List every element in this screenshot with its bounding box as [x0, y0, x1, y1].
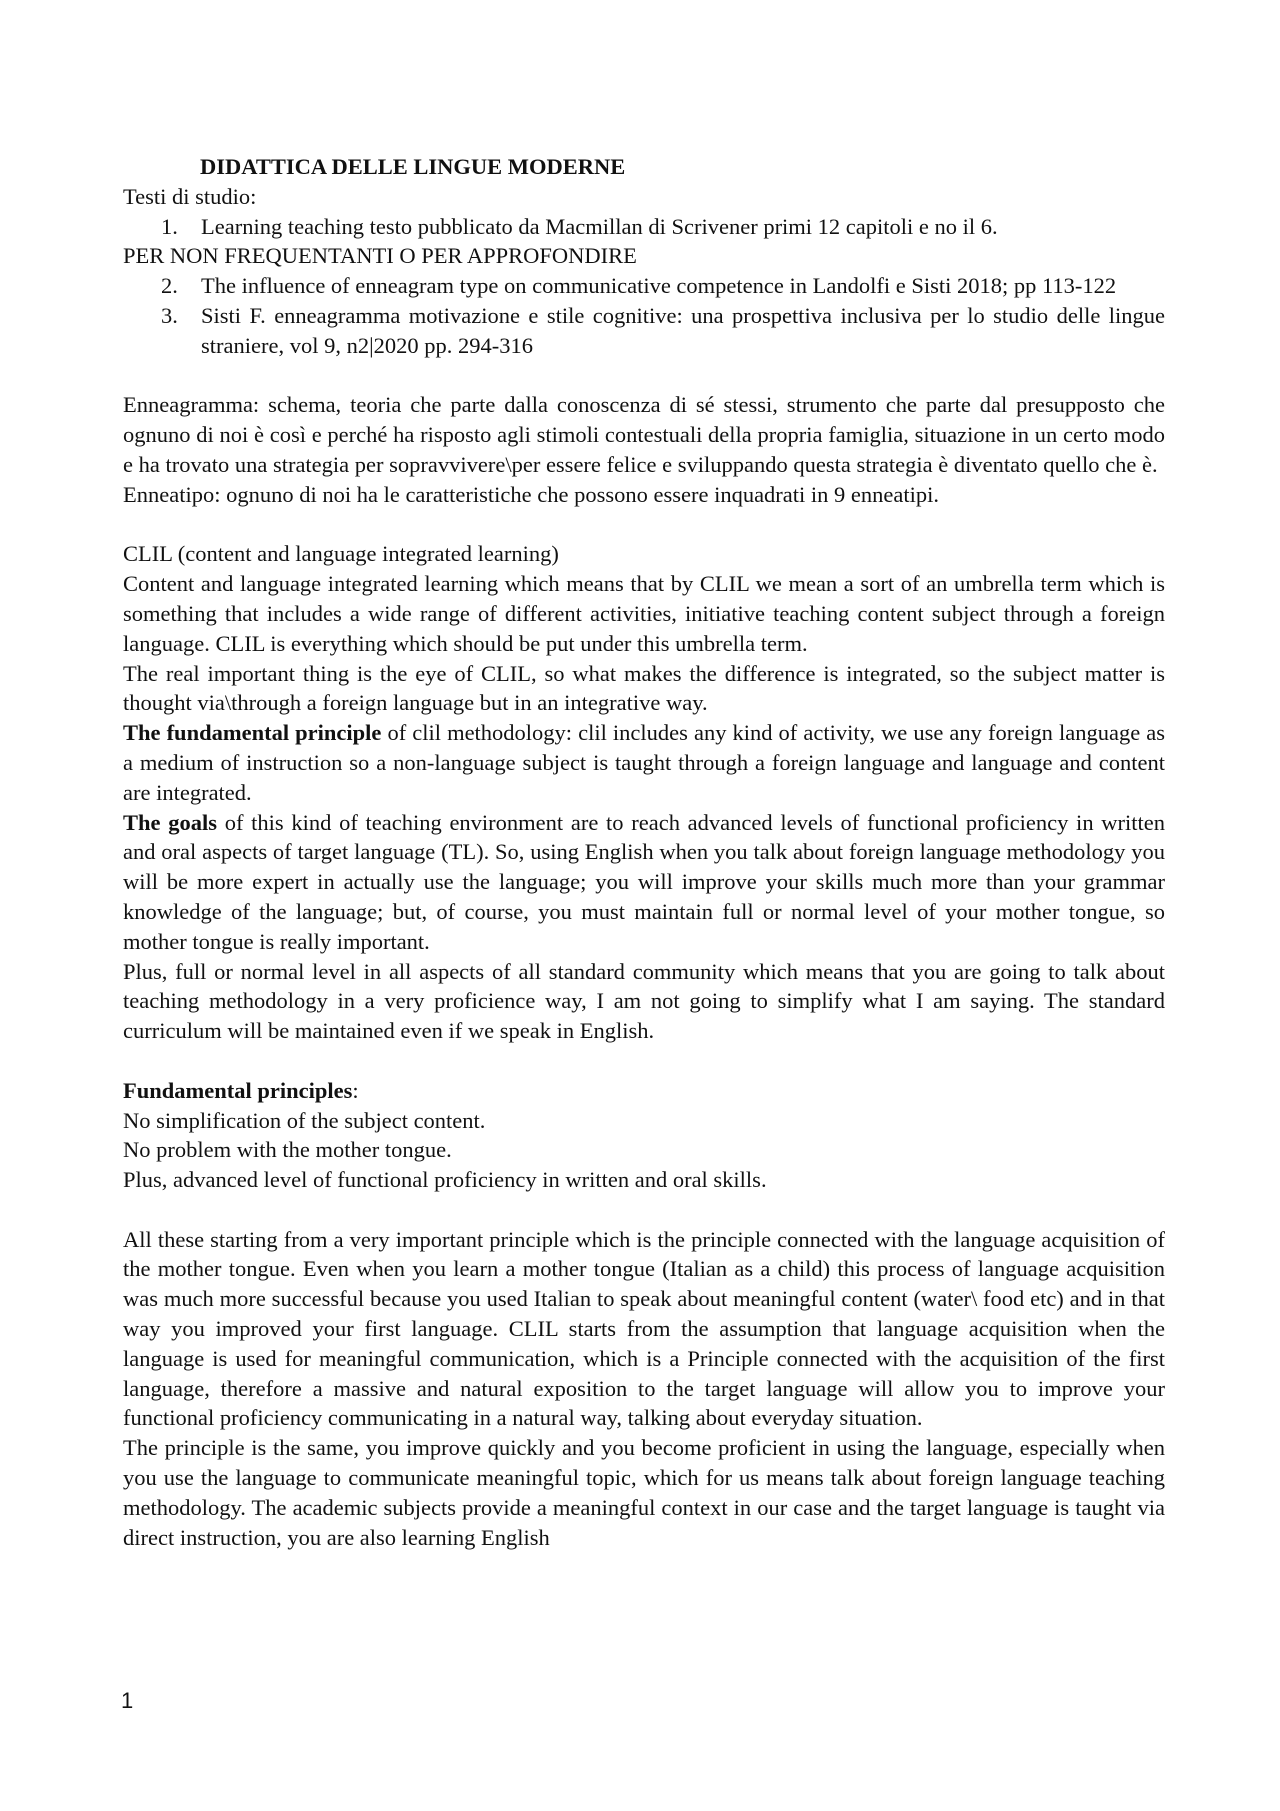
clil-paragraph-1: Content and language integrated learning which means that by CLIL we mean a sort of an umbrella term which is something that includes a wide range of different activities, initiative teaching content subject through a foreign language. CLIL is everything which should be put under this umbrella term.	[123, 571, 1165, 656]
extra-texts-list	[123, 271, 1165, 360]
plus-paragraph: Plus, full or normal level in all aspects of all standard community which means that you are going to talk about teaching methodology in a very proficience way, I am not going to simplify what I am saying. The standard curriculum will be maintained even if we speak in English.	[123, 958, 1165, 1044]
document-page	[123, 152, 1165, 1552]
list-text: The influence of enneagram type on communicative competence in Landolfi e Sisti 2018; pp 113-122	[201, 273, 1117, 299]
list-item	[123, 271, 1165, 301]
heading-colon: :	[352, 1077, 359, 1103]
spacer	[123, 361, 1165, 391]
fundamental-principle-text: of clil methodology: clil includes any kind of activity, we use any foreign language as a medium of instruction so a non-language subject is taught through a foreign language and language and content are integrated.	[123, 720, 1165, 805]
principle-same-paragraph: The principle is the same, you improve quickly and you become proficient in using the language, especially when you use the language to communicate meaningful topic, which for us means talk about foreign language teaching methodology. The academic subjects provide a meaningful context in our case and the target language is taught via direct instruction, you are also learning English	[123, 1435, 1165, 1550]
enneatipo-paragraph: Enneatipo: ognuno di noi ha le caratteristiche che possono essere inquadrati in 9 enneatipi.	[123, 481, 939, 507]
principle-item: Plus, advanced level of functional proficiency in written and oral skills.	[123, 1167, 767, 1193]
study-texts-label: Testi di studio:	[123, 183, 257, 209]
principle-item: No simplification of the subject content.	[123, 1107, 486, 1133]
list-number: 2.	[161, 273, 178, 299]
non-attending-heading: PER NON FREQUENTANTI O PER APPROFONDIRE	[123, 243, 637, 269]
enneagramma-paragraph: Enneagramma: schema, teoria che parte dalla conoscenza di sé stessi, strumento che parte dal presupposto che ognuno di noi è così e perché ha risposto agli stimoli contestuali della propria famiglia, situazione in un certo modo e ha trovato una strategia per sopravvivere\per essere felice e sviluppando questa strategia è diventato quello che è.	[123, 392, 1165, 477]
principle-item: No problem with the mother tongue.	[123, 1137, 452, 1163]
all-these-paragraph: All these starting from a very important principle which is the principle connected with the language acquisition of the mother tongue. Even when you learn a mother tongue (Italian as a child) this process of language acquisition was much more successful because you used Italian to speak about meaningful content (water\ food etc) and in that way you improved your first language. CLIL starts from the assumption that language acquisition when the language is used for meaningful communication, which is a Principle connected with the acquisition of the first language, therefore a massive and natural exposition to the target language will allow you to improve your functional proficiency communicating in a natural way, talking about everyday situation.	[123, 1226, 1165, 1431]
list-item	[123, 212, 1165, 242]
goals-paragraph	[123, 808, 1165, 957]
study-texts-list	[123, 212, 1165, 242]
list-number: 3.	[161, 302, 178, 328]
page-number: 1	[121, 1688, 134, 1713]
list-item	[123, 301, 1165, 361]
fundamental-principles-heading	[123, 1076, 1165, 1106]
spacer	[123, 510, 1165, 540]
list-text: Learning teaching testo pubblicato da Macmillan di Scrivener primi 12 capitoli e no il 6.	[201, 213, 998, 239]
spacer	[123, 1195, 1165, 1225]
fundamental-principle-paragraph	[123, 718, 1165, 807]
document-title: DIDATTICA DELLE LINGUE MODERNE	[200, 154, 626, 179]
spacer	[123, 1046, 1165, 1076]
list-text: Sisti F. enneagramma motivazione e stile cognitive: una prospettiva inclusiva per lo studio delle lingue straniere, vol 9, n2|2020 pp. 294-316	[201, 302, 1165, 358]
clil-heading: CLIL (content and language integrated learning)	[123, 541, 559, 567]
fundamental-principle-bold: The fundamental principle	[123, 720, 382, 746]
goals-text: of this kind of teaching environment are to reach advanced levels of functional proficiency in written and oral aspects of target language (TL). So, using English when you talk about foreign language methodology you will be more expert in actually use the language; you will improve your skills much more than your grammar knowledge of the language; but, of course, you must maintain full or normal level of your mother tongue, so mother tongue is really important.	[123, 809, 1166, 954]
clil-paragraph-2: The real important thing is the eye of CLIL, so what makes the difference is integrated, so the subject matter is thought via\through a foreign language but in an integrative way.	[123, 660, 1165, 716]
list-number: 1.	[161, 213, 178, 239]
fundamental-principles-bold: Fundamental principles	[123, 1077, 353, 1103]
goals-bold: The goals	[123, 809, 217, 835]
